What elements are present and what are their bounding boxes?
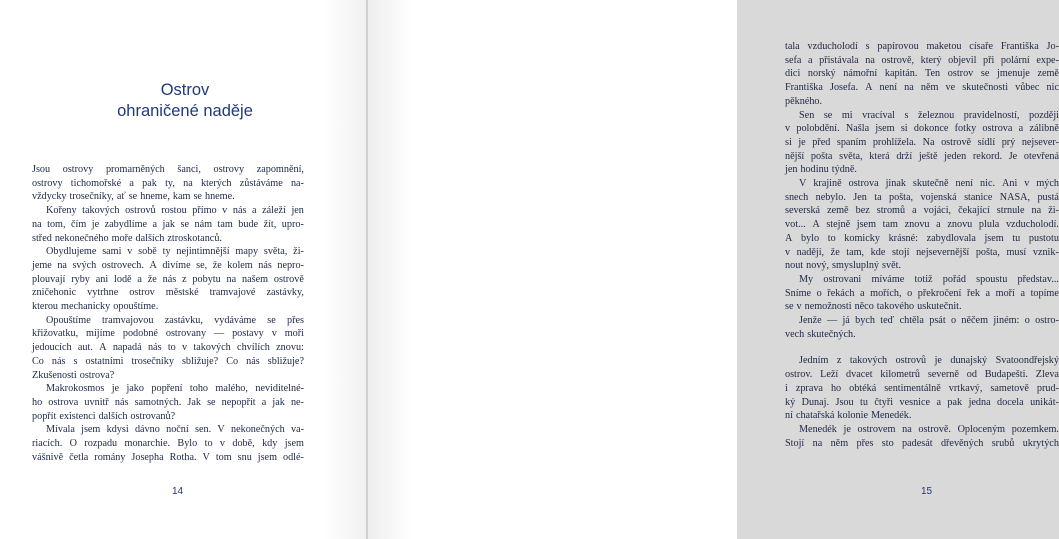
text-line: V krajině ostrova jinak skutečně není nic. Ani v mých: [799, 178, 1059, 190]
text-line: dici norský námořní kapitán. Ten ostrov se jmenuje země: [785, 68, 1059, 80]
left-page: [0, 0, 367, 539]
text-line: pěkného.: [785, 95, 823, 107]
text-line: Mívala jsem kdysi dávno noční sen. V nekonečných va-: [46, 424, 304, 436]
text-line: Zkušenosti ostrova?: [32, 369, 115, 381]
text-line: i zprava ho obtéká sentimentálně vrtkavý, sametově prud-: [785, 382, 1059, 394]
text-line: A bylo to komicky krásné: zabydlovala jsem tu pustotu: [785, 232, 1059, 244]
text-line: Františka Josefa. A není na něm ve skutečnosti vůbec nic: [785, 82, 1059, 94]
paragraph-gap: [785, 341, 1059, 354]
text-line: nout nový, smysluplný svět.: [785, 260, 901, 272]
chapter-title-line-1: Ostrov: [160, 81, 210, 99]
left-body-text: [32, 163, 304, 464]
text-line: snech nebylo. Jen ta pošta, vojenská stanice NASA, pustá: [785, 191, 1059, 203]
page-number-right: 15: [921, 486, 933, 497]
page-number-left: 14: [172, 486, 184, 497]
text-line: zničehonic vytrhne ostrov městské tramvajové zastávky,: [32, 287, 304, 299]
text-line: severská země bez stromů a vojáci, čekající strnule na ži-: [785, 205, 1059, 217]
text-line: popřít existenci dalších ostrovanů?: [32, 410, 176, 422]
text-line: ho ostrova uvnitř nás samotných. Jak se nepopřít a jak ne-: [32, 396, 304, 408]
text-line: na tom, čím je zabydlíme a jak se nám tam bude žít, upro-: [32, 218, 304, 230]
text-line: Jsou ostrovy promarněných šanci, ostrovy zapomnění,: [32, 164, 304, 175]
text-line: jen hodinu týdně.: [785, 164, 857, 176]
text-line: vždycky trosečníky, ať se hneme, kam se hneme.: [32, 191, 235, 203]
text-line: jedoucích aut. A napadá nás to v takových chvílích znovu:: [32, 342, 304, 354]
text-line: Obydlujeme sami v sobě ty nejintimnější mapy světa, ži-: [46, 246, 304, 258]
text-line: v naději, že tam, kde stojí nejsevernější pošta, musí vznik-: [785, 246, 1059, 258]
text-line: Menedék je ostrovem na ostrově. Oploceným pozemkem.: [799, 423, 1059, 435]
text-line: Stojí na něm přes sto padesát dřevěných srubů ukrytých: [785, 437, 1059, 449]
right-page: [368, 0, 1059, 539]
text-line: ní chatařská kolonie Menedék.: [785, 410, 912, 422]
text-line: Jenže — já bych teď chtěla psát o něčem jiném: o ostro-: [799, 315, 1059, 327]
text-line: ký Dunaj. Jsou tu čtyři vesnice a pak jedna docela unikát-: [785, 396, 1059, 408]
text-line: My ostrovani míváme totiž pořád spoustu představ...: [799, 273, 1059, 285]
text-line: ostrovy tichomořské a pak ty, na kterých zůstáváme na-: [32, 177, 304, 189]
text-line: riacích. O rozpadu monarchie. Bylo to v době, kdy jsem: [32, 438, 304, 450]
text-line: Sníme o řekách a mořích, o překročení řek a moří a topíme: [785, 287, 1059, 299]
text-line: plouvají ryby ani lodě a že nás z pobytu na našem ostrově: [32, 273, 304, 285]
text-line: v polobdění. Našla jsem si dokonce fotky ostrova a zálibně: [785, 123, 1059, 135]
text-line: vot... A stejně jsem tam znovu a znovu plula vzducholodí.: [785, 219, 1059, 231]
text-line: jeme na svých ostrovech. A divíme se, že kolem nás nepro-: [32, 259, 304, 271]
chapter-title: [100, 80, 270, 122]
text-line: Makrokosmos je jako popření toho malého, neviditelné-: [46, 383, 304, 395]
text-line: tala vzducholodí s papírovou maketou císaře Františka Jo-: [785, 41, 1059, 52]
text-line: ostrov. Leží dvacet kilometrů severně od Budapešti. Zleva: [785, 369, 1059, 381]
text-line: křižovatku, míjíme podobné ostrovany — postavy v moři: [32, 328, 304, 340]
text-line: Sen se mi vracíval s železnou pravidelností, později: [799, 109, 1059, 121]
text-line: sefa a přistávala na ostrově, který objevil při polární expe-: [785, 54, 1059, 66]
text-line: si je před spaním prohlížela. Na ostrově sídlí prý nejsever-: [785, 136, 1059, 148]
text-line: vášnivě četla romány Josepha Rotha. V tom snu jsem odlé-: [32, 451, 304, 463]
text-line: vech skutečných.: [785, 328, 856, 340]
text-line: Kořeny takových ostrovů rostou přímo v nás a záleží jen: [46, 205, 304, 217]
text-line: střed nekonečného moře dalších ztroskotanců.: [32, 232, 222, 244]
chapter-title-line-2: ohraničené naděje: [117, 102, 253, 120]
text-line: kterou mechanicky opouštíme.: [32, 301, 159, 313]
text-line: Co nás s ostatními trosečníky sbližuje? Co nás sbližuje?: [32, 355, 304, 367]
right-body-text: [785, 40, 1059, 450]
text-line: se v nemožnosti něco takového uskutečnit.: [785, 301, 962, 313]
text-line: nější pošta světa, která drží ještě jeden rekord. Je otevřená: [785, 150, 1059, 162]
text-line: Opouštíme tramvajovou zastávku, vydáváme se přes: [46, 314, 304, 326]
text-line: Jedním z takových ostrovů je dunajský Svatoondřejský: [799, 355, 1059, 367]
